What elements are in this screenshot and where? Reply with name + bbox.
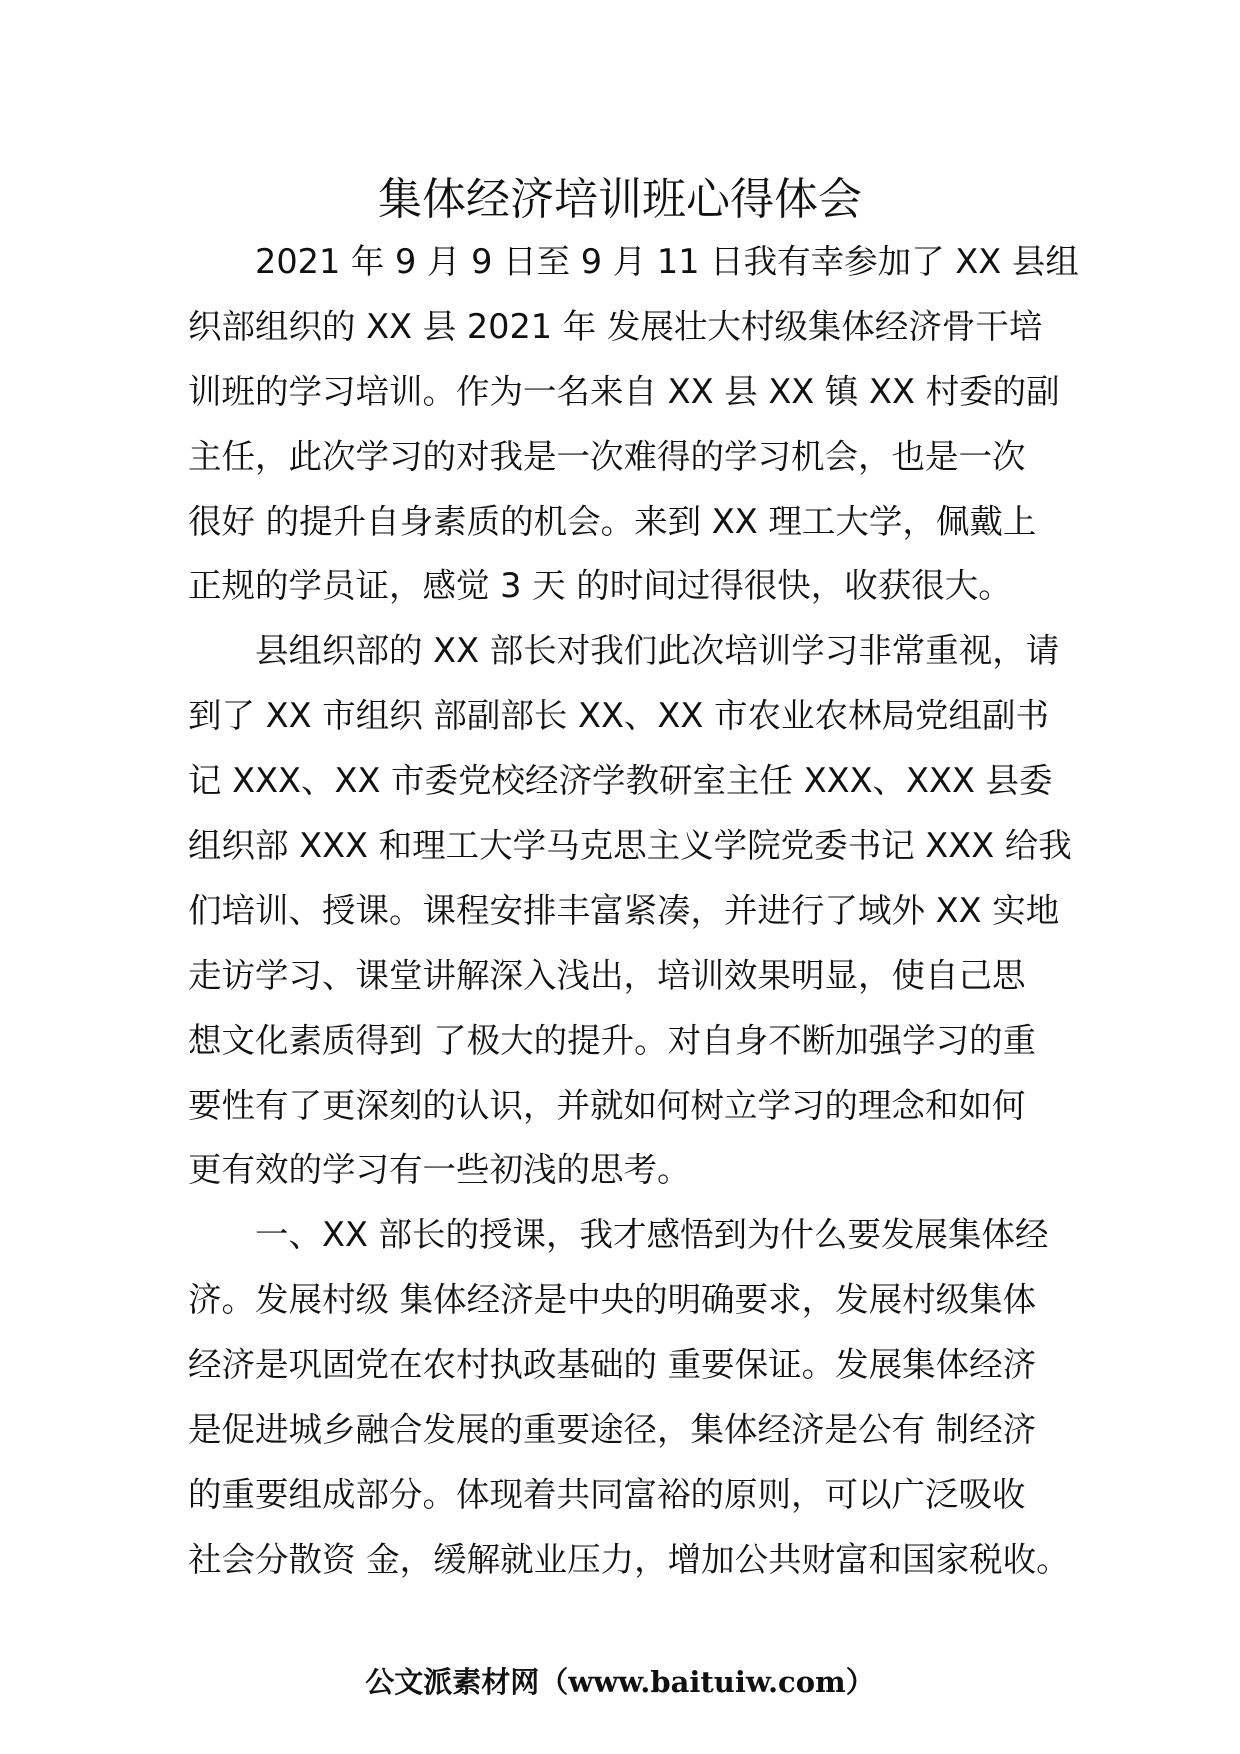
text-line: 训班的学习培训。作为一名来自 XX 县 XX 镇 XX 村委的副 <box>188 371 1060 411</box>
text-line: 要性有了更深刻的认识，并就如何树立学习的理念和如何 <box>188 1085 1026 1125</box>
text-line: 很好 的提升自身素质的机会。来到 XX 理工大学，佩戴上 <box>188 501 1037 541</box>
footer-watermark: 公文派素材网（www.baituiw.com） <box>365 1665 875 1699</box>
text-line: 经济是巩固党在农村执政基础的 重要保证。发展集体经济 <box>188 1345 1037 1385</box>
text-line: 们培训、授课。课程安排丰富紧凑，并进行了域外 XX 实地 <box>188 890 1060 930</box>
document-body <box>188 230 1079 1593</box>
text-line: 组织部 XXX 和理工大学马克思主义学院党委书记 XXX 给我 <box>188 826 1072 866</box>
text-line: 社会分散资 金，缓解就业压力，增加公共财富和国家税收。 <box>188 1539 1070 1579</box>
text-line: 2021 年 9 月 9 日至 9 月 11 日我有幸参加了 XX 县组 <box>255 242 1079 281</box>
text-line: 是促进城乡融合发展的重要途径，集体经济是公有 制经济 <box>188 1410 1037 1450</box>
paragraph-1 <box>188 230 1079 619</box>
text-line: 县组织部的 XX 部长对我们此次培训学习非常重视，请 <box>255 631 1060 671</box>
text-line: 一、XX 部长的授课，我才感悟到为什么要发展集体经 <box>255 1215 1049 1255</box>
document-title: 集体经济培训班心得体会 <box>378 174 862 225</box>
text-line: 织部组织的 XX 县 2021 年 发展壮大村级集体经济骨干培 <box>188 306 1043 346</box>
text-line: 济。发展村级 集体经济是中央的明确要求，发展村级集体 <box>188 1280 1037 1320</box>
text-line: 正规的学员证，感觉 3 天 的时间过得很快，收获很大。 <box>188 566 1012 606</box>
paragraph-3 <box>188 1203 1068 1592</box>
text-line: 想文化素质得到 了极大的提升。对自身不断加强学习的重 <box>188 1020 1037 1060</box>
text-line: 主任，此次学习的对我是一次难得的学习机会，也是一次 <box>188 436 1026 476</box>
text-line: 到了 XX 市组织 部副部长 XX、XX 市农业农林局党组副书 <box>188 696 1049 736</box>
text-line: 记 XXX、XX 市委党校经济学教研室主任 XXX、XXX 县委 <box>188 761 1053 801</box>
paragraph-2 <box>188 619 1072 1203</box>
text-line: 更有效的学习有一些初浅的思考。 <box>188 1150 691 1190</box>
text-line: 走访学习、课堂讲解深入浅出，培训效果明显，使自己思 <box>188 955 1026 995</box>
text-line: 的重要组成部分。体现着共同富裕的原则，可以广泛吸收 <box>188 1474 1026 1514</box>
